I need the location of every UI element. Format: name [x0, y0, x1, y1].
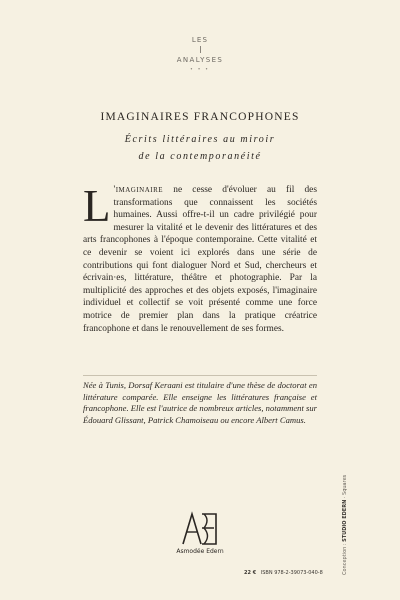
blurb-text	[83, 181, 317, 335]
subtitle-line-1: Écrits littéraires au miroir	[124, 134, 276, 145]
price: 22 €	[244, 570, 257, 576]
credit-label: Conception :	[342, 543, 348, 575]
credit-studio: STUDIO EDERN	[342, 499, 348, 542]
price-isbn	[244, 570, 323, 576]
publisher-logo-icon	[180, 510, 220, 546]
series-line-1: LES	[191, 36, 209, 44]
series-divider	[200, 46, 201, 53]
credit-suffix: · Squares	[342, 474, 348, 499]
drop-cap: L	[83, 181, 111, 231]
blurb-body: ne cesse d'évoluer au fil des transformations que connaissent les sociétés humaines. Aussi offre-t-il un cadre privilégié pour mesurer la vitalité et le devenir des littératures et des arts francophones à l'époque contemporaine. Cette vitalité et ce devenir se voient ici explorés dans une série de contributions qui font dialoguer Nord et Sud, chercheurs et écrivain·es, littérature, théâtre et photographie. Par la multiplicité des approches et des objets exposés, l'imaginaire individuel et collectif se voit présenté comme une force motrice de premier plan dans la pratique créatrice francophone et dans le renouvellement de ses formes.	[83, 185, 317, 334]
publisher-name: Asmodée Edern	[176, 548, 224, 555]
series-dots-icon: • • •	[190, 67, 210, 73]
book-title: IMAGINAIRES FRANCOPHONES	[100, 111, 300, 123]
book-subtitle	[0, 131, 400, 165]
author-bio: Née à Tunis, Dorsaf Keraani est titulaire d'une thèse de doctorat en littérature comparée. Elle enseigne les littératures française et francophone. Elle est l'autrice de nombreux articles, notamment sur Édouard Glissant, Patrick Chamoiseau ou encore Albert Camus.	[83, 380, 317, 425]
publisher-logo	[168, 510, 232, 555]
design-credit	[342, 475, 348, 575]
blurb-lead-word: 'imaginaire	[113, 185, 164, 195]
section-divider	[83, 375, 317, 376]
series-mark	[0, 36, 400, 73]
series-line-2: ANALYSES	[176, 56, 224, 64]
subtitle-line-2: de la contemporanéité	[138, 151, 262, 162]
isbn: ISBN 978-2-39073-040-8	[260, 570, 323, 576]
